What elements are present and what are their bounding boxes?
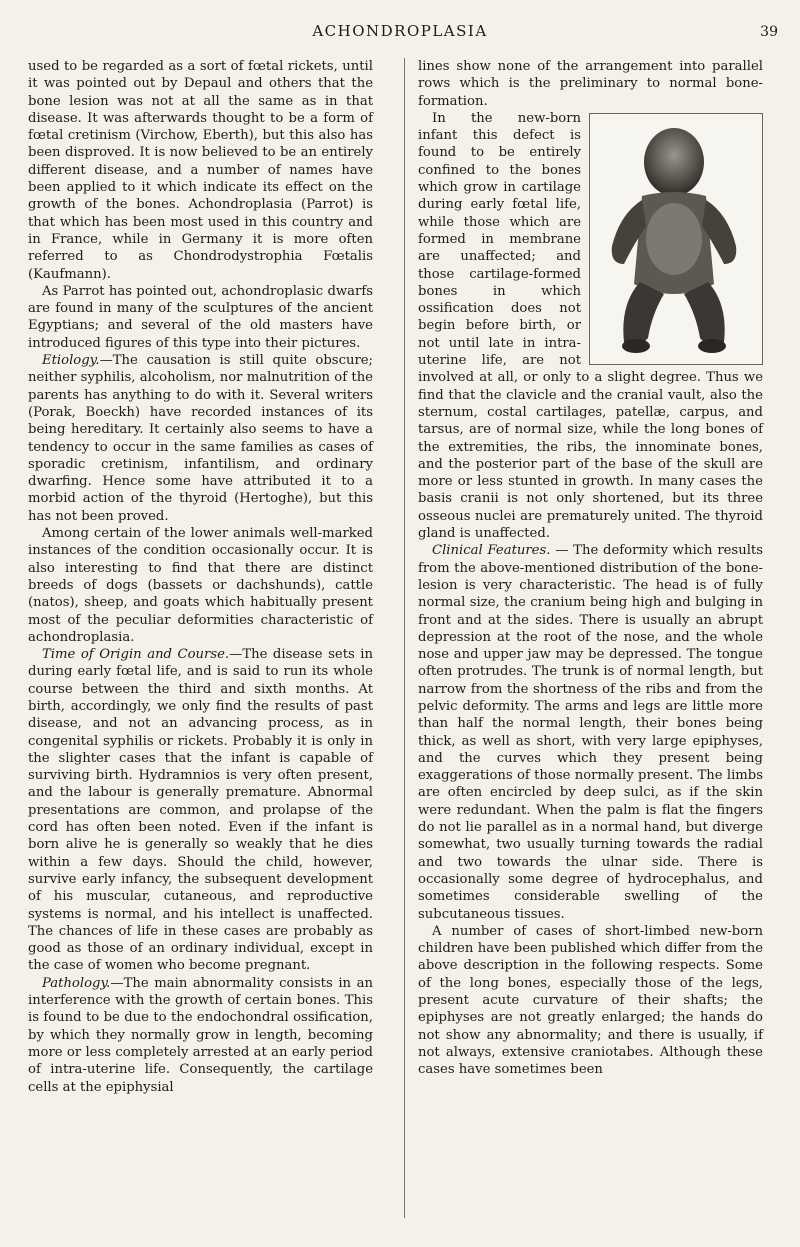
infant-figure-icon bbox=[590, 114, 762, 364]
paragraph: As Parrot has pointed out, achondroplasic dwarfs are found in many of the sculptures of the ancient Egyptians; and several of the old masters have introduced figures of this type into their pictures. bbox=[28, 283, 373, 351]
infant-photograph-figure bbox=[589, 113, 763, 365]
left-column bbox=[28, 58, 373, 1096]
section-lead: Pathology. bbox=[42, 975, 111, 991]
column-divider bbox=[404, 58, 405, 1218]
paragraph: used to be regarded as a sort of fœtal rickets, until it was pointed out by Depaul and others that the bone lesion was not at all the same as in that disease. It was afterwards thought to be a form of fœtal cretinism (Virchow, Eberth), but this also has been disproved. It is now believed to be an entirely different disease, and a number of names have been applied to it which indicate its effect on the growth of the bones. Achondroplasia (Parrot) is that which has been most used in this country and in France, while in Germany it is more often referred to as Chondrodystrophia Fœtalis (Kaufmann). bbox=[28, 59, 373, 282]
section-lead: Clinical Features. bbox=[432, 543, 551, 559]
right-column bbox=[418, 58, 763, 1079]
paragraph: Pathology.—The main abnormality consists in an interference with the growth of certain bones. This is found to be due to the endochondral ossification, by which they normally grow in length, becoming more or less completely arrested at an early period of intra-uterine life. Consequently, the cartilage cells at the epiphysial bbox=[28, 975, 373, 1095]
paragraph: Etiology.—The causation is still quite obscure; neither syphilis, alcoholism, nor malnutrition of the parents has anything to do with it. Several writers (Porak, Boeckh) have recorded instances of its being hereditary. It certainly also seems to have a tendency to occur in the same families as cases of sporadic cretinism, infantilism, and ordinary dwarfing. Hence some have attributed it to a morbid action of the thyroid (Hertoghe), but this has not been proved. bbox=[28, 353, 373, 524]
paragraph: Among certain of the lower animals well-marked instances of the condition occasionally occur. It is also interesting to find that there are distinct breeds of dogs (bassets or dachshunds), cattle (natos), sheep, and goats which habitually present most of the peculiar deformities characteristic of achondroplasia. bbox=[28, 526, 373, 645]
page-number: 39 bbox=[760, 24, 778, 40]
page-header bbox=[0, 0, 800, 60]
section-lead: Etiology. bbox=[42, 353, 100, 369]
paragraph: lines show none of the arrangement into parallel rows which is the preliminary to normal bone-formation. bbox=[418, 59, 763, 109]
paragraph: Time of Origin and Course.—The disease sets in during early fœtal life, and is said to run its whole course between the third and sixth months. At birth, accordingly, we only find the results of past disease, and not an advancing process, as in congenital syphilis or rickets. Probably it is only in the slighter cases that the infant is capable of surviving birth. Hydramnios is very often present, and the labour is generally premature. Abnormal presentations are common, and prolapse of the cord has often been noted. Even if the infant is born alive he is generally so weakly that he dies within a few days. Should the child, however, survive early infancy, the subsequent development of his muscular, cutaneous, and reproductive systems is normal, and his intellect is unaffected. The chances of life in these cases are probably as good as those of an ordinary individual, except in the case of women who become pregnant. bbox=[28, 647, 373, 974]
paragraph: A number of cases of short-limbed new-born children have been published which differ from the above description in the following respects. Some of the long bones, especially those of the legs, present acute curvature of their shafts; the epiphyses are not greatly enlarged; the hands do not show any abnormality; and there is usually, if not always, extensive craniotabes. Although these cases have sometimes been bbox=[418, 923, 763, 1078]
paragraph: Clinical Features. — The deformity which results from the above-mentioned distribution of the bone-lesion is very characteristic. The head is of fully normal size, the cranium being high and bulging in front and at the sides. There is usually an abrupt depression at the root of the nose, and the whole nose and upper jaw may be depressed. The tongue often protrudes. The trunk is of normal length, but narrow from the shortness of the ribs and from the pelvic deformity. The arms and legs are little more than half the normal length, their bones being thick, as well as short, with very large epiphyses, and the curves which they present being exaggerations of those normally present. The limbs are often encircled by deep sulci, as if the skin were redundant. When the palm is flat the fingers do not lie parallel as in a normal hand, but diverge somewhat, two usually turning towards the radial and two towards the ulnar side. There is occasionally some degree of hydrocephalus, and sometimes considerable swelling of the subcutaneous tissues. bbox=[418, 543, 763, 922]
paragraph: In the new-born infant this defect is found to be entirely confined to the bones which grow in cartilage during early fœtal life, while those which are formed in membrane are unaffected; and those cartilage-formed bones in which ossification does not begin before birth, or not until late in intra-uterine life, are not involved at all, or only to a slight degree. Thus we find that the clavicle and the cranial vault, also the sternum, costal cartilages, patellæ, carpus, and tarsus, are of normal size, while the long bones of the extremities, the ribs, the innominate bones, and the posterior part of the base of the skull are more or less stunted in growth. In many cases the basis cranii is not only shortened, but its three osseous nuclei are prematurely united. The thyroid gland is unaffected. bbox=[418, 110, 763, 542]
section-lead: Time of Origin and Course. bbox=[42, 647, 230, 663]
running-head: ACHONDROPLASIA bbox=[312, 22, 488, 40]
